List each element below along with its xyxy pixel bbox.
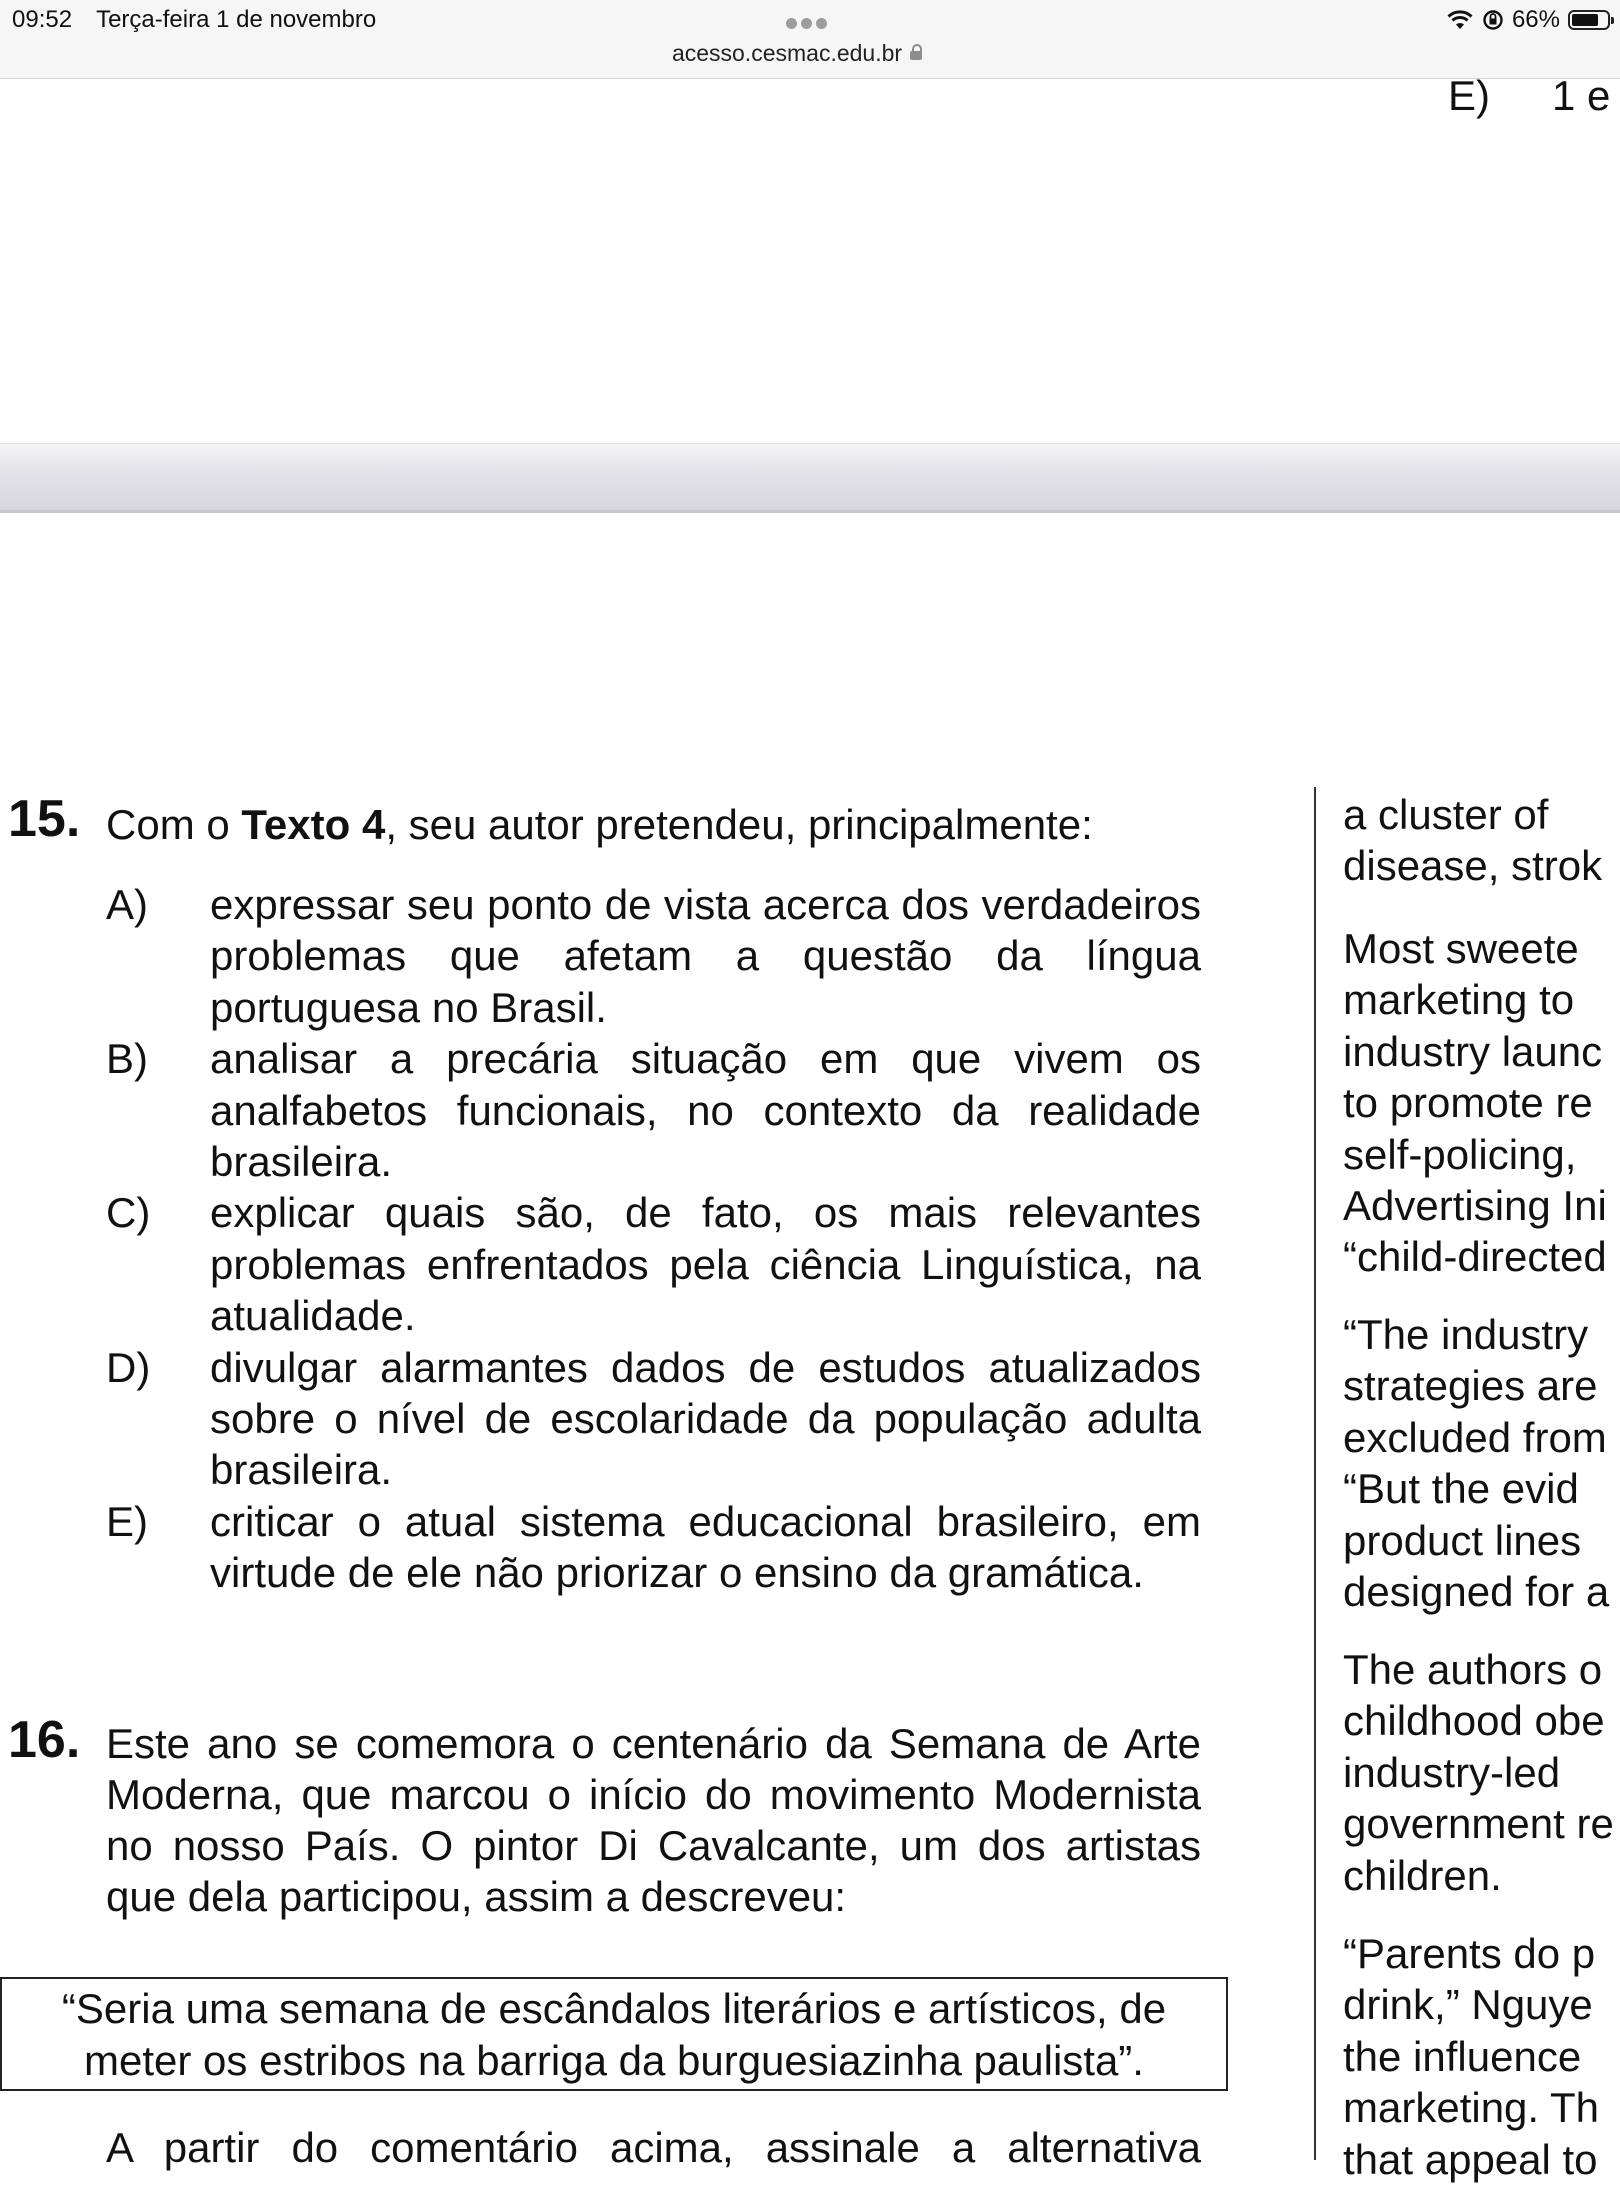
text-line: excluded from xyxy=(1343,1413,1607,1461)
question-16-instruction: A partir do comentário acima, assinale a alternativa xyxy=(106,2124,1201,2171)
text-line: product lines xyxy=(1343,1516,1582,1564)
text-line: disease, strok xyxy=(1343,842,1603,890)
text-line: “The industry xyxy=(1343,1311,1589,1358)
fragment-text: 1 e xyxy=(1552,72,1611,119)
option-label: D) xyxy=(106,1343,151,1391)
text-line: a cluster of xyxy=(1343,791,1549,838)
text-line: “child-directed xyxy=(1343,1233,1607,1281)
text-line: the influence xyxy=(1343,2032,1582,2080)
status-date: Terça-feira 1 de novembro xyxy=(96,6,377,33)
text-line: drink,” Nguye xyxy=(1343,1981,1593,2029)
option-text: expressar seu ponto de vista acerca dos verdadeiros problemas que afetam a questão da língua portuguesa no Brasil. xyxy=(210,881,1201,1031)
option-label: B) xyxy=(106,1035,148,1083)
text-line: government re xyxy=(1343,1800,1614,1848)
option-d[interactable] xyxy=(106,1342,1201,1496)
text-line: Most sweete xyxy=(1343,925,1579,972)
status-bar xyxy=(0,0,1620,79)
stem-text: , seu autor pretendeu, principalmente: xyxy=(385,801,1093,848)
option-text: explicar quais são, de fato, os mais relevantes problemas enfrentados pela ciência Linguística, na atualidade. xyxy=(210,1189,1201,1340)
right-paragraph-4 xyxy=(1343,1644,1620,1901)
text-line: to promote re xyxy=(1343,1079,1593,1127)
option-label: E) xyxy=(106,1497,148,1545)
text-line: that appeal to xyxy=(1343,2135,1598,2183)
text-line: self-policing, xyxy=(1343,1130,1577,1178)
option-text: criticar o atual sistema educacional brasileiro, em virtude de ele não priorizar o ensino da gramática. xyxy=(210,1497,1201,1597)
question-15-number: 15. xyxy=(8,790,81,848)
quote-box xyxy=(0,1977,1228,2091)
wifi-icon xyxy=(1446,9,1474,31)
text-line: “But the evid xyxy=(1343,1465,1579,1513)
option-c[interactable] xyxy=(106,1187,1201,1341)
status-indicators xyxy=(1446,6,1610,34)
option-text: divulgar alarmantes dados de estudos atualizados sobre o nível de escolaridade da população adulta brasileira. xyxy=(210,1343,1201,1494)
question-15-options xyxy=(106,879,1201,1599)
text-line: children. xyxy=(1343,1851,1502,1899)
lock-icon xyxy=(910,51,922,60)
orientation-lock-icon xyxy=(1482,9,1504,31)
option-b[interactable] xyxy=(106,1033,1201,1187)
page-separator xyxy=(0,443,1620,513)
question-16-number: 16. xyxy=(8,1711,81,1769)
text-line: “Parents do p xyxy=(1343,1930,1596,1977)
text-line: marketing. Th xyxy=(1343,2084,1599,2132)
right-paragraph-1 xyxy=(1343,789,1620,892)
option-label: C) xyxy=(106,1189,151,1237)
text-line: strategies are xyxy=(1343,1362,1598,1410)
stem-text: Com o xyxy=(106,801,242,848)
option-text: analisar a precária situação em que vivem os analfabetos funcionais, no contexto da realidade brasileira. xyxy=(210,1035,1201,1186)
column-divider xyxy=(1314,787,1316,2160)
text-line: Advertising Ini xyxy=(1343,1182,1607,1230)
quote-line: meter os estribos na barriga da burguesiazinha paulista”. xyxy=(84,2037,1144,2084)
status-time-date xyxy=(12,6,376,34)
option-e[interactable] xyxy=(106,1496,1201,1599)
multitasking-dots-icon[interactable] xyxy=(786,16,834,30)
stem-bold-text: Texto 4 xyxy=(241,801,386,848)
text-line: industry launc xyxy=(1343,1027,1603,1075)
text-line: designed for a xyxy=(1343,1568,1610,1616)
right-paragraph-2 xyxy=(1343,923,1620,1283)
quote-line: “Seria uma semana de escândalos literários e artísticos, de xyxy=(61,1985,1167,2032)
option-a[interactable] xyxy=(106,879,1201,1033)
text-line: industry-led xyxy=(1343,1748,1561,1796)
question-15-stem xyxy=(106,799,1201,850)
address-bar[interactable] xyxy=(0,40,1594,67)
text-line: The authors o xyxy=(1343,1646,1603,1693)
text-line: marketing to xyxy=(1343,976,1575,1024)
question-16-stem: Este ano se comemora o centenário da Semana de Arte Moderna, que marcou o início do movimento Modernista no nosso País. O pintor Di Cavalcante, um dos artistas que dela participou, assim a descreveu: xyxy=(106,1720,1201,1920)
option-label: A) xyxy=(106,881,148,928)
battery-percent: 66% xyxy=(1511,6,1560,33)
status-time: 09:52 xyxy=(12,6,73,33)
right-paragraph-5 xyxy=(1343,1928,1620,2185)
previous-page-fragment xyxy=(1448,72,1610,120)
url-text: acesso.cesmac.edu.br xyxy=(671,40,903,66)
text-line: childhood obe xyxy=(1343,1697,1605,1745)
fragment-label: E) xyxy=(1448,72,1490,119)
right-paragraph-3 xyxy=(1343,1309,1620,1617)
battery-icon xyxy=(1568,10,1610,30)
